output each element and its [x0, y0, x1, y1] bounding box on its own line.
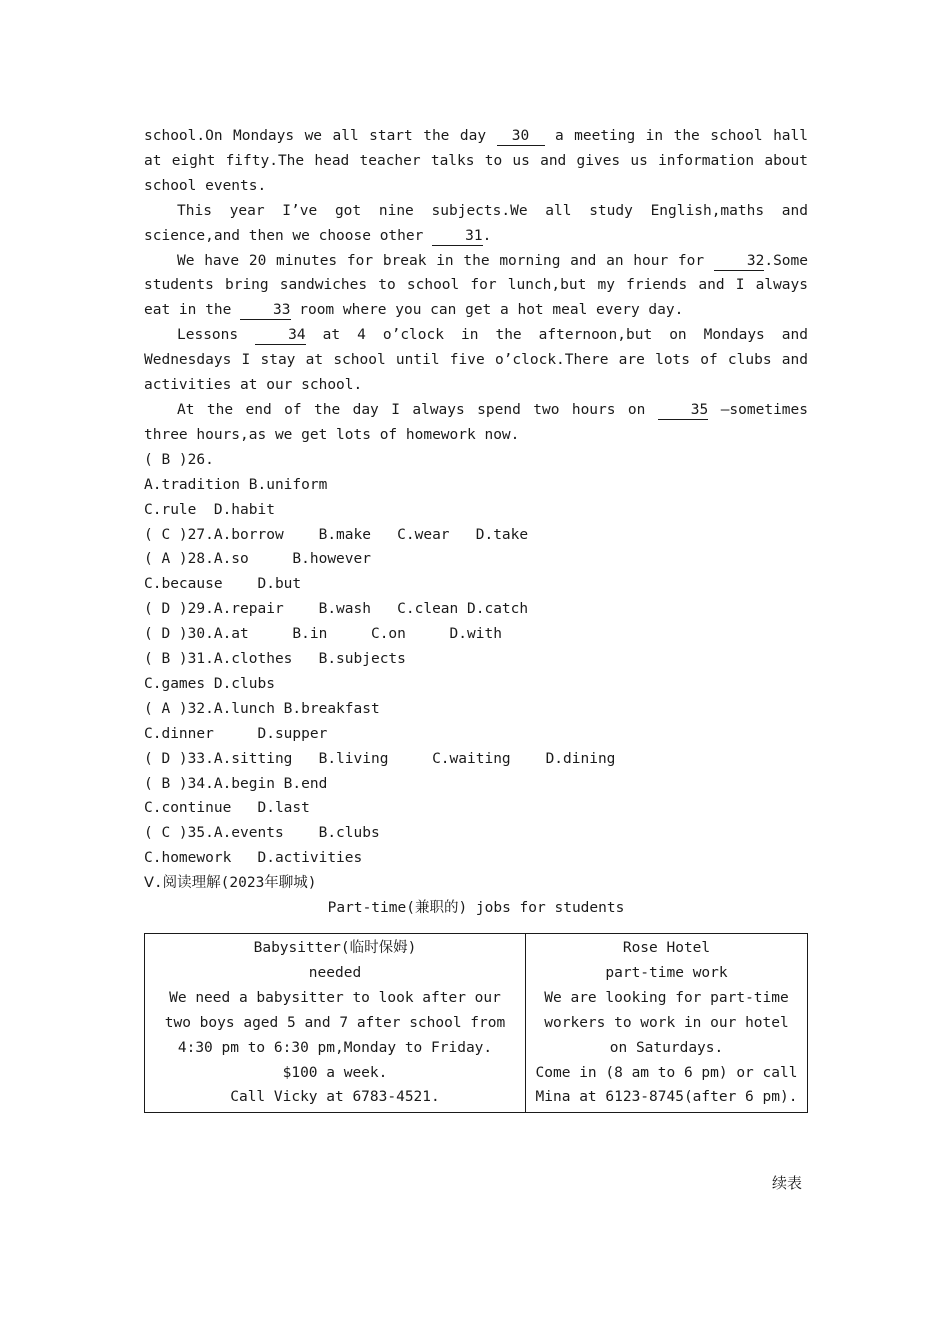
answer-line: A.tradition B.uniform — [144, 476, 328, 493]
answer-line: ( B )26. — [144, 451, 214, 468]
blank-33: 33 — [240, 301, 290, 320]
babysitter-body: We need a babysitter to look after our two boys aged 5 and 7 after school from 4:30 pm to 6:30 pm,Monday to Friday. — [164, 989, 506, 1056]
answer-line: ( B )34.A.begin B.end — [144, 775, 328, 792]
passage-paragraph-3: We have 20 minutes for break in the morning and an hour for 32.Some students bring sandwiches to school for lunch,but my friends and I always eat in the 33 room where you can get a hot meal every day. — [144, 252, 808, 319]
answer-list — [144, 448, 808, 871]
blank-34: 34 — [255, 326, 305, 345]
hotel-ad-cell — [526, 934, 808, 1113]
jobs-table — [144, 933, 808, 1113]
answer-line: ( A )28.A.so B.however — [144, 551, 371, 568]
babysitter-pay: $100 a week. — [282, 1064, 388, 1081]
hotel-contact: Come in (8 am to 6 pm) or call Mina at 6123-8745(after 6 pm). — [535, 1064, 798, 1106]
table-continued-label: 续表 — [772, 1174, 803, 1192]
babysitter-title: Babysitter(临时保姆) — [253, 940, 417, 956]
answer-line: C.continue D.last — [144, 800, 310, 817]
answer-line: ( B )31.A.clothes B.subjects — [144, 651, 406, 668]
answer-line: ( C )27.A.borrow B.make C.wear D.take — [144, 526, 529, 543]
answer-line: C.rule D.habit — [144, 501, 275, 518]
blank-30: 30 — [497, 127, 545, 146]
section-title: Ⅴ.阅读理解(2023年聊城) — [144, 875, 317, 892]
answer-line: C.games D.clubs — [144, 675, 275, 692]
passage-paragraph-1: school.On Mondays we all start the day 30 a meeting in the school hall at eight fifty.The head teacher talks to us and gives us information about school events. — [144, 128, 808, 194]
passage-paragraph-5: At the end of the day I always spend two hours on 35 —sometimes three hours,as we get lots of homework now. — [144, 401, 808, 443]
answer-line: C.homework D.activities — [144, 850, 363, 867]
document-page — [144, 124, 808, 1113]
answer-line: ( D )33.A.sitting B.living C.waiting D.dining — [144, 750, 616, 767]
table-row — [145, 934, 808, 1113]
babysitter-subtitle: needed — [308, 964, 362, 981]
table-caption: Part-time(兼职的) jobs for students — [327, 900, 625, 917]
answer-line: ( A )32.A.lunch B.breakfast — [144, 700, 380, 717]
blank-31: 31 — [432, 227, 482, 246]
hotel-body: We are looking for part-time workers to work in our hotel on Saturdays. — [544, 989, 789, 1056]
answer-line: ( C )35.A.events B.clubs — [144, 825, 380, 842]
passage-paragraph-4: Lessons 34 at 4 o’clock in the afternoon,but on Mondays and Wednesdays I stay at school until five o’clock.There are lots of clubs and activities at our school. — [144, 327, 808, 394]
blank-32: 32 — [714, 252, 764, 271]
answer-line: C.because D.but — [144, 576, 302, 593]
babysitter-contact: Call Vicky at 6783-4521. — [230, 1089, 440, 1106]
hotel-title: Rose Hotel — [622, 940, 711, 956]
hotel-subtitle: part-time work — [605, 964, 728, 981]
blank-35: 35 — [658, 401, 708, 420]
babysitter-ad-cell — [145, 934, 526, 1113]
answer-line: ( D )30.A.at B.in C.on D.with — [144, 626, 502, 643]
answer-line: ( D )29.A.repair B.wash C.clean D.catch — [144, 601, 529, 618]
answer-line: C.dinner D.supper — [144, 725, 328, 742]
passage-paragraph-2: This year I’ve got nine subjects.We all study English,maths and science,and then we choose other 31. — [144, 202, 808, 244]
